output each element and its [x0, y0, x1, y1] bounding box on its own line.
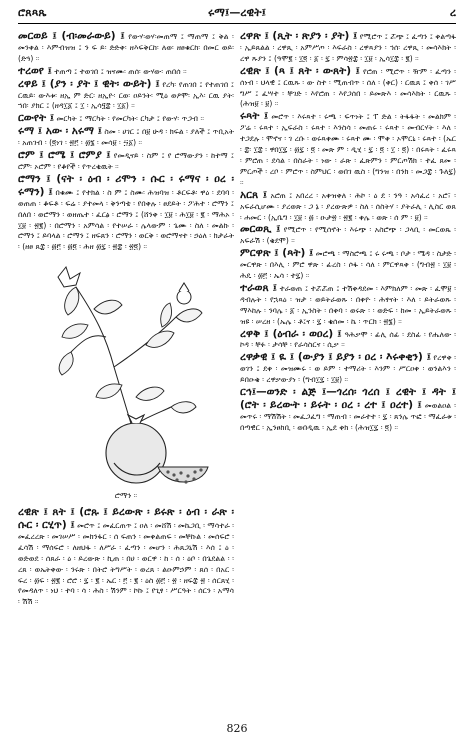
- entry: [240, 386, 456, 434]
- pomegranate-illustration: [36, 257, 216, 489]
- pomegranate-drawing: [36, 257, 216, 489]
- entry: [240, 328, 456, 352]
- entry-body: መሮጥ ፤ መፈርጠጥ ፤ ዐለ ፡ መሸሽ ፡ መኬጋቢ ፡ ማሳተራ ፡ መፈረረጽ ፡ መገሠሥ ፡ መከንፋር ፡ ሰ ፍጠን ፡ መቀልጠፍ ፡ መቸኩል ፡ መሰፍሮ ፡ ፈሳሽ ፡ ማሰፍሮ ፡ ለዘህፋ ፡ ለሥራ ፡ ፈጣን ፡ መሆን ፡ ሕጸጋኒሽ ፡ እሰ ፤ ዕ ፡ ወድወደ ፡ ሰጸራ ፡ ዕ ፡ ይረውጽ ፡ ኪጠ ፡ በሀ ፡ ወርዋ ፡ ከ ፡ ሰ ፡ ዕቦ ፡ በጌደልል ፡ ፡ ረጸ ፡ ወኤትቀው ፡ ንሩጽ ፡ በትሮ ትግሥት ፡ ወረጸ ፡ ልዑምኃም ፡ ጸሰ ፡ በአር ፡ ፍረ ፡ ፴ፍ ፡ ፳፪ ፡ ሮሮ ፡ ፯ ፡ ፪ ፡ ኤር ፡ ፫ ፡ ፪ ፡ ዕስ ፴፫ ፡ ፳ ፡ ዘፍ፰ ፳ ፡ ሰርጸሂ ፡ የመዳለጥ ፡ ነህ ፡ ተባ ፡ ሳ ፡ ሕስ ፡ ሽንም ፡ ኮኩ ፤ የጊፃ ፡ ሥርዓት ፡ ሰርን ፡ አማሳ ፡ ሽሽ ።: [18, 521, 234, 607]
- entry-body: የሚሮጥ ፤ ሯጭ ፤ ፈጣን ፤ ቀልጣፋ ፡ ኢይጸልል ፡ ረዋጺ ፡ አምሥጦ ፡ እፍራስ ፡ ረዋጻያን ፡ ኅሰ፡ ረዋጺ ፡ መሳእክት ፡ ረዋ ጹያን ፤ (ዓሞ፪ ፡ ፲፬ ፡ ፩ ፡ ፯ ፡ ምሳ፳፰ ፡ ፲፱ ፡ ኢሳ፲፰ ፡ ፪) ።: [240, 32, 456, 63]
- left-column: [18, 30, 234, 708]
- entry: [18, 125, 234, 149]
- headword: ረዊጽ ፤ ጸት ፤ (ሮጹ ፤ ይረውጽ ፡ ይሩጽ ፡ ዕብ ፡ ራጽ ፡ ሱር ፡ ርሂጥ) ፤: [18, 506, 234, 532]
- entry: [240, 110, 456, 188]
- running-header: [18, 6, 456, 22]
- entry-body: የሚሮጥ ፡ የሚሰኖት ፡ እሩጭ ፡ አስሮጭ ፡ ጋላቢ ፡ መርወጼ ፡ አፍራሽ ፡ (ቄደሞ) ።: [240, 225, 456, 246]
- pomegranate-half: [158, 467, 208, 484]
- header-left: ሮጸጻጼ: [18, 6, 47, 19]
- entry-body: አሮጠ ፤ አበረረ ፡ አቀዝቀለ ፡ ሕኮ ፡ ዕ ደ ፡ ንዓ ፡ አሳፈረ ፡ አሮ፣ ፡ አፍራሲሆሙ ፡ ያረወጽ ፡ ጋ ኔ ፡ ያረውጽዎ ፡ ስለ ፡ ሰስትሃ ፡ ያትራሊ ፡ ሊስር ወጸ ፡ ሐመር ፡ (ኢቤግ ፡ ፲፱ ፡ ፴ ፡ ዑታ፳ ፡ ፳፪ ፡ ቀሌ ፡ ወጽ ፡ ሰ ም ፡ ፱) ።: [240, 190, 456, 222]
- headword: ርኅ፤—ወንድ ፡ ልጅ ፤—ጎረሰ፡ ጎረሰ ፤ ረዊት ፤ ዳት ፤ (ሮት ፡ ይረውት ፡ ይሩት ፡ ዐረ ፡ ረተ ፤ ዐረተ) ፤: [240, 386, 456, 411]
- entry: [240, 351, 456, 386]
- headword: ረዊጽ ፤ (ጻ ፤ ጸት ፡ ውጸት) ፤: [240, 64, 360, 77]
- leaves: [59, 287, 202, 413]
- headword: ሩጻት ፤: [240, 110, 269, 123]
- headword: ረዋቅ ፤ (ዕብራ ፡ ወዐረ) ፤: [240, 327, 342, 340]
- entry-body: መርካት ፤ ማርካት ፡ የመርካት፡ ርካታ ፤ የውሃ፡ ጥጋብ ።: [56, 114, 205, 124]
- header-center: ሩማ፤—ረዊት፤: [207, 6, 267, 19]
- figure-caption: ሮማን ።: [114, 491, 138, 501]
- entry-body: የረዋቀ ፡ ወገን ፤ ደቀ ፡ መዝሙሩ ፡ ወ ይም ፡ ተማሪት ፡ እንም ፡ ሥርዐቀ ፡ ወንልእን ፡ ይበዑቄ ፡ ረዋቃውያነ ፡ (ግብ፲፯ ፡ ፲፱) ።: [240, 353, 456, 385]
- entry: [18, 30, 234, 65]
- entry: [18, 112, 234, 125]
- headword: ተረወየ ፤: [18, 64, 52, 77]
- entry-body: መሮጥ ፡ እሩጻተ ፡ ሩጫ ፡ ፍጥነት ፤ ፐ ድል ፡ ትፋፋት ፡ መልክም ፡ ፖሬ ፡ ሩጻተ ፡ ኢፍራስ ፡ ሩጻተ ፡ እንስሳ ፡ መጠሩ ፡ ሩጻተ ፡ መብርሃት ፡ እለ ፡ ተጋደሉ ፡ ሞኖና ፡ ገ ረቡ ፡ ወሩጻቀሙ ፡ ሩጻተ ሙ ፡ ሞቀ ፡ ኦሞርኒ ፡ ሩጻተ ፡ (ኤር ፡ ፰፡ ፲፰ ፡ ዋበ፲፯ ፡ ፴፯ ፡ ፬ ፡ መጽ ም ፡ ዲሂ ፡ ፯ ፡ ፬ ፡ ፲ ፡ ፬) ፡ በሩጻት ፡ ፈሩጻ ፡ ምሮጠ ፡ ደሳል ፡ በስራት ፡ ነው ፡ ራጽ ፡ ፈጽምን ፡ ምርጦሽክ ፡ ተፈ ጸመ ፡ ምርጦች ፡ ረቦ ፡ ምሮጥ ፡ ስምህር ፡ ወበገ ዉስ ፡ (ግንዝ ፡ በንክ ፡ መጋ፰ ፡ ጉለ፯) ።: [240, 112, 456, 187]
- entry-body: የረካ፡ የጠገበ ፤ የተጠገበ ፤ ርዉይ፡ ውእቱ፡ ዘኢ ም ድር፡ ዘኢዮ፡ ርወ፡ ዐይንት፡ ሚዕ ወዖሞ፡ ኢእ፡ ርዉ ያት፡ ኀበ፡ ያክር ፤ (ዘዳ፲፩ ፤ ፲ ፡ ኢሳ፶፰ ፡ ፲፩) ።: [18, 79, 234, 111]
- header-rule: [18, 23, 456, 24]
- right-column: [240, 30, 456, 708]
- entry: [240, 30, 456, 65]
- entry: [240, 223, 456, 247]
- headword: ተራወጸ ፤: [240, 281, 277, 294]
- entry: [240, 189, 456, 224]
- pomegranate-fruit: [106, 415, 166, 483]
- entry-body: ዓሕቃሞ ፡ ፊሊ ሰፊ ፡ ደስፊ ፡ የሔለው ፡ ኮዳ ፡ ቸፉ ፡ ታሳቸ ፡ የራሳስርና ፡ ሲቃ ።: [240, 329, 456, 350]
- headword: ሮም ፤ ሮሜ ፤ ሮምያ ፤: [18, 149, 111, 162]
- entry: [240, 65, 456, 111]
- headword: ረዋጽ ፤ (ጺት ፡ ጽያን ፡ ያት) ፤: [240, 30, 358, 42]
- entry-body: የሮጠ ፡ ሚሮጥ ፡ ዥም ፡ ፈጣን ፡ ሰነብ ፡ ህላዊ ፤ ርዉጹ ፡ ው ስተ ፡ ሚጠብጥ ፡ ሰለ ፡ (ቀር) ፡ ርዉጸ ፤ ቀሰ ፡ ገሥ ግሥ ፤ ፈሣተ ፡ ቸገድ ፡ እየሮጠ ፡ እየጋሰበ ፡ ይመጽእ ፡ መሳእክት ፡ ርዉጹ ፡ (ሕዝ፱ ፡ ፱) ።: [240, 66, 456, 109]
- headword: ሮማን ፤ (ናት ፡ ዕብ ፡ ሪሞን ፡ ሱር ፡ ሩማና ፡ ዐረ ፡ ሩማን) ፤: [18, 172, 234, 198]
- entry-body: የውሃ፡ወሃ፡መጠማ ፤ ማጠማ ፤ ቅል ፡ መንቀል ፡ እምብዝዝ ፤ ን ፍ ይ፡ ድድቀ፡ ዘእፍቅርከ፡ ለወ፡ ዘፀቁርከ፡ በመር ወይ፡ (ድጓ) ።: [18, 32, 234, 63]
- entry: [18, 149, 234, 173]
- entry: [240, 247, 456, 282]
- headword: አርጸ ፤: [240, 188, 268, 201]
- branch-lines: [71, 287, 176, 427]
- entry: [18, 65, 234, 78]
- header-right: ረ: [449, 6, 456, 19]
- page-number: 826: [226, 722, 248, 735]
- entry: [18, 506, 234, 608]
- entry: [18, 173, 234, 253]
- entry-body: ስመ ፡ ሀገር ፤ በ፱ ሁዳ ፡ ክፍል ፡ ያለች ፤ ጥቢአት ፡ አጠገብ ፡ (፬ነገ ፡ ፳፫ ፡ ፴፮ ፡ መሳ፱ ፡ ፵፩) ።: [18, 127, 234, 148]
- headword: መርወጺ ፤: [240, 223, 281, 236]
- entry-body: የመዲናይ ፡ ስም ፤ የ ሮማውያን ፡ ከተማ ፤ ሮም፡ ኦሮም ፡ የቆየች ፡ የጥረቂዉት ።: [18, 151, 234, 171]
- headword: ምርዋጽ ፤ (ጻት) ፤: [240, 247, 314, 260]
- headword: ረዋይ ፤ (ያን ፡ ያት ፤ ዊት፡ ውይት) ፤: [18, 77, 160, 90]
- entry-body: በቁሙ ፤ የተክል ፡ ስ ም ፤ ስሙ፡ ሕዝባዝ ፡ ቶርፍቶ፡ ዋዕ ፡ ደባባ ፡ ወጠጠ ፡ ቆፍቶ ፡ ፍሬ ፡ ያተመላ ፡ ቅንጣቴ ፡ የበቀሉ ፡ ፀደይት ፡ ፖሕተ ፡ ሮማን ፤ በለበ ፡ ወሮማን ፡ ወዘጤተ ፡ ፈርፅ ፡ ሮማን ፤ (ሸንቀ ፡ ፲፱ ፡ ሕ፲፱ ፡ ፪ ፡ ማሕኦ ፡ ፲፱ ፡ ፳፪) ፡ በሮማን ፡ አምሳል ፡ የተሠራ ፡ ሌላውም ፡ ጌሙ ፡ ስለ ፡ መልኩ ፡ ሮማን ፤ ይባላል ፡ ሮማን ፤ ዘፍጸን ፡ ሮማን ፡ ወርቅ ፡ ወሮማናተ ፡ ኃዕለ ፡ ክታራት ፡ (ዘፀ ጸ፰ ፡ ፴፫ ፡ ፴፬ ፡ ሕዘ ፴፯ ፡ ፳፰ ፡ ፳፬) ።: [18, 187, 234, 252]
- headword: ሩማ ፤ አው ፡ አሩማ ፤: [18, 125, 102, 138]
- headword: ርውየት ፤: [18, 112, 55, 125]
- entry-body: መሮጫ ፡ ማስሮጫ ፤ ሩ ሩጫ ፡ ቦታ ፡ ሜዳ ፡ ስታድ ፡ መርዋጽ ፡ በእሊ ፡ ምሮ ዋጽ ፡ ፊረስ ፡ ሶፋ ፡ ሳለ ፡ ምርዋጻቀ ፡ (ግብ፳ ፡ ፲፱ ፡ ሕዴ ፡ ፴፫ ፡ ኤሳ ፡ ተ፯) ።: [240, 249, 456, 281]
- headword: ረዋቃዊ ፤ ዪ ፤ (ውያን ፤ ይያን ፡ ዐረ ፡ እሩቀቂን) ፤: [240, 351, 431, 364]
- entry-body: ተጠጣ ፤ ተወገበ ፤ ዝናሙ፡ ጠሰ፡ ውሃው፡ ጠበሰ ።: [54, 66, 187, 76]
- entry: [18, 78, 234, 113]
- entry-body: ተራወጠ ፤ ተሯሯጠ ፤ ተሽቀዳደመ ፡ እምክለም ፡ መጽ ፡ ፈሞ፱ ፡ ዳብሉት ፡ የኋጻዕ ፡ ዝታ ፡ ወይትራወጹ ፡ በቀዮ ፡ ሕፃናት ፡ እለ ፡ ይትራወጹ ፡ ማእከሉ ፡ ንባሌ ፡ ፩ ፡ ኢንስት ፡ በቀባ ፡ ወሩጽ ፡ ፡ ወድፍ ፡ ከመ ፡ ኢይትራወጹ ፡ ዝዩ ፡ ሠረዘ ፡ (ኤሌ ፡ ቶ፤ና ፡ ፯ ፡ ቄሰመ ፡ ኬ ፡ ጥርክ ፡ ፳፮) ።: [240, 283, 456, 326]
- headword: መርወይ ፤ (ብ፡መራውይ) ፤: [18, 30, 125, 42]
- entry-body: መወልዐል ፡ መጥሩ ፡ ማሽሽት ፡ መፈጋፈግ ፡ ማጠብ ፡ መራተተ ፡ ፯ ፡ ጸንሌ ጥፎ ፡ ማፈራቱ ፡ በጣዊር ፡ ኢንፀከቢ ፡ ወበዲዉ ፡ ኢደ ቀክ ፡ (ሕዝ፲፯ ፡ ፬) ።: [240, 401, 456, 432]
- entry: [240, 282, 456, 328]
